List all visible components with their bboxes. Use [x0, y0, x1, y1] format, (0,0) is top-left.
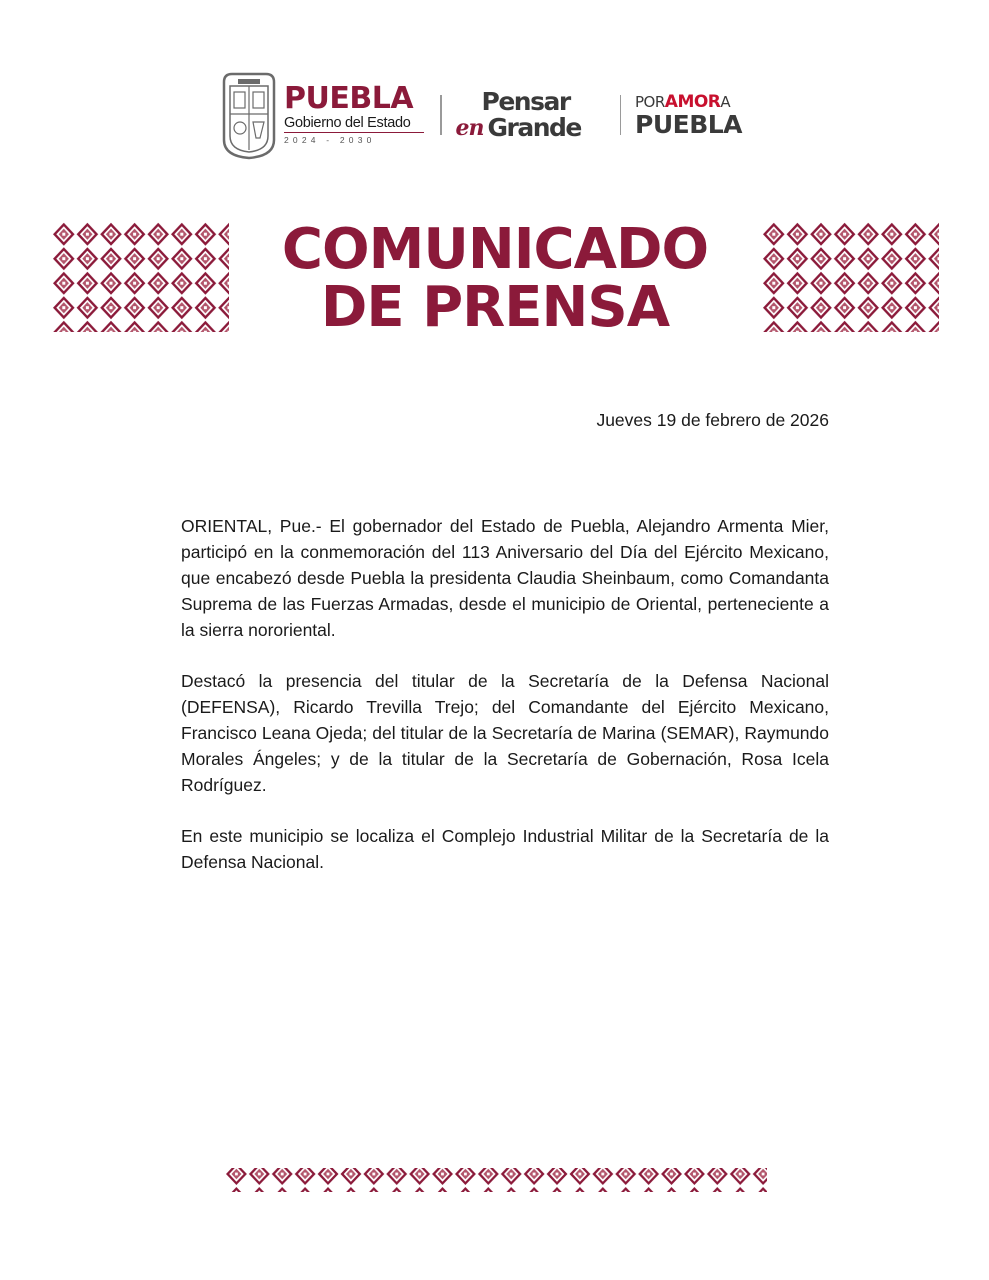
talavera-pattern-icon	[762, 222, 939, 332]
logo-divider	[440, 95, 442, 135]
talavera-pattern-icon	[52, 222, 229, 332]
logo-name: PUEBLA	[284, 81, 414, 116]
title-line-2: DE PRENSA	[320, 275, 670, 340]
logo-divider	[620, 95, 622, 135]
slogan-en: en	[455, 115, 484, 141]
slogan2-top-line	[635, 92, 765, 112]
paragraph: En este municipio se localiza el Complejo Industrial Militar de la Secretaría de la Defensa Nacional.	[181, 826, 829, 872]
paragraph: ORIENTAL, Pue.- El gobernador del Estado de Puebla, Alejandro Armenta Mier, participó en la conmemoración del 113 Aniversario del Día del Ejército Mexicano, que encabezó desde Puebla la presidenta Claudia Sheinbaum, como Comandanta Suprema de las Fuerzas Armadas, desde el municipio de Oriental, perteneciente a la sierra nororiental.	[181, 516, 829, 640]
talavera-pattern-icon	[225, 1162, 767, 1198]
slogan2-amor: AMOR	[664, 92, 721, 112]
slogan-pensar: Pensar	[481, 87, 570, 116]
press-release-body	[181, 513, 829, 900]
puebla-coat-of-arms-icon	[220, 70, 278, 160]
paragraph: Destacó la presencia del titular de la Secretaría de la Defensa Nacional (DEFENSA), Ricardo Trevilla Trejo; del Comandante del Ejército Mexicano, Francisco Leana Ojeda; del titular de la Secretaría de Marina (SEMAR), Raymundo Morales Ángeles; y de la titular de la Secretaría de Gobernación, Rosa Icela Rodríguez.	[181, 671, 829, 795]
puebla-logo	[284, 81, 426, 146]
slogan2-puebla: PUEBLA	[635, 110, 743, 139]
slogan-grande: Grande	[487, 113, 581, 142]
por-amor-a-puebla-logo	[635, 92, 765, 138]
logo-years: 2024 - 2030	[284, 135, 376, 145]
pensar-en-grande-logo	[456, 85, 606, 145]
header-logos	[220, 68, 780, 162]
logo-subtitle: Gobierno del Estado	[284, 115, 424, 133]
title-line-1: COMUNICADO	[281, 217, 709, 282]
publication-date: Jueves 19 de febrero de 2026	[596, 410, 829, 430]
slogan2-a: A	[720, 93, 731, 111]
slogan2-por: POR	[635, 93, 665, 111]
